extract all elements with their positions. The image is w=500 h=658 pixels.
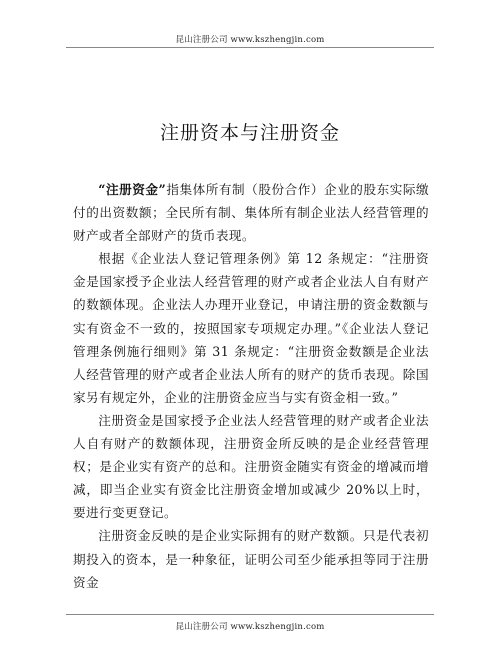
- paragraph-definition: [73, 178, 429, 247]
- document-body: [73, 178, 429, 594]
- defined-term: 注册资金: [105, 182, 159, 197]
- footer-divider: [66, 614, 434, 615]
- paragraph-reflection: 注册资金反映的是企业实际拥有的财产数额。只是代表初期投入的资本，是一种象征，证明公司至少能承担等同于注册资金: [73, 528, 429, 590]
- paragraph-regulation: 根据《企业法人登记管理条例》第 12 条规定：“注册资金是国家授予企业法人经营管理的财产或者企业法人自有财产的数额体现。企业法人办理开业登记，申请注册的资金数额与实有资金不一致的，按照国家专项规定办理。”《企业法人登记管理条例施行细则》第 31 条规定：“注册资金数额是企业法人经营管理的财产或者企业法人所有的财产的货币表现。除国家另有规定外，企业的注册资金应当与实有资金相一致。”: [73, 251, 429, 405]
- quote-close: ”: [158, 182, 167, 197]
- document-title: 注册资本与注册资金: [159, 122, 340, 144]
- header-divider: [66, 47, 434, 48]
- page-footer: 昆山注册公司 www.kszhengjin.com: [175, 622, 325, 632]
- paragraph-explanation: 注册资金是国家授予企业法人经营管理的财产或者企业法人自有财产的数额体现，注册资金所反映的是企业经营管理权；是企业实有资产的总和。注册资金随实有资金的增减而增减，即当企业实有资金比注册资金增加或减少 20%以上时，要进行变更登记。: [73, 412, 429, 521]
- definition-text: 指集体所有制（股份合作）企业的股东实际缴付的出资数额；全民所有制、集体所有制企业法人经营管理的财产或者全部财产的货币表现。: [73, 182, 429, 244]
- page-header: 昆山注册公司 www.kszhengjin.com: [175, 35, 325, 45]
- quote-open: “: [98, 182, 106, 197]
